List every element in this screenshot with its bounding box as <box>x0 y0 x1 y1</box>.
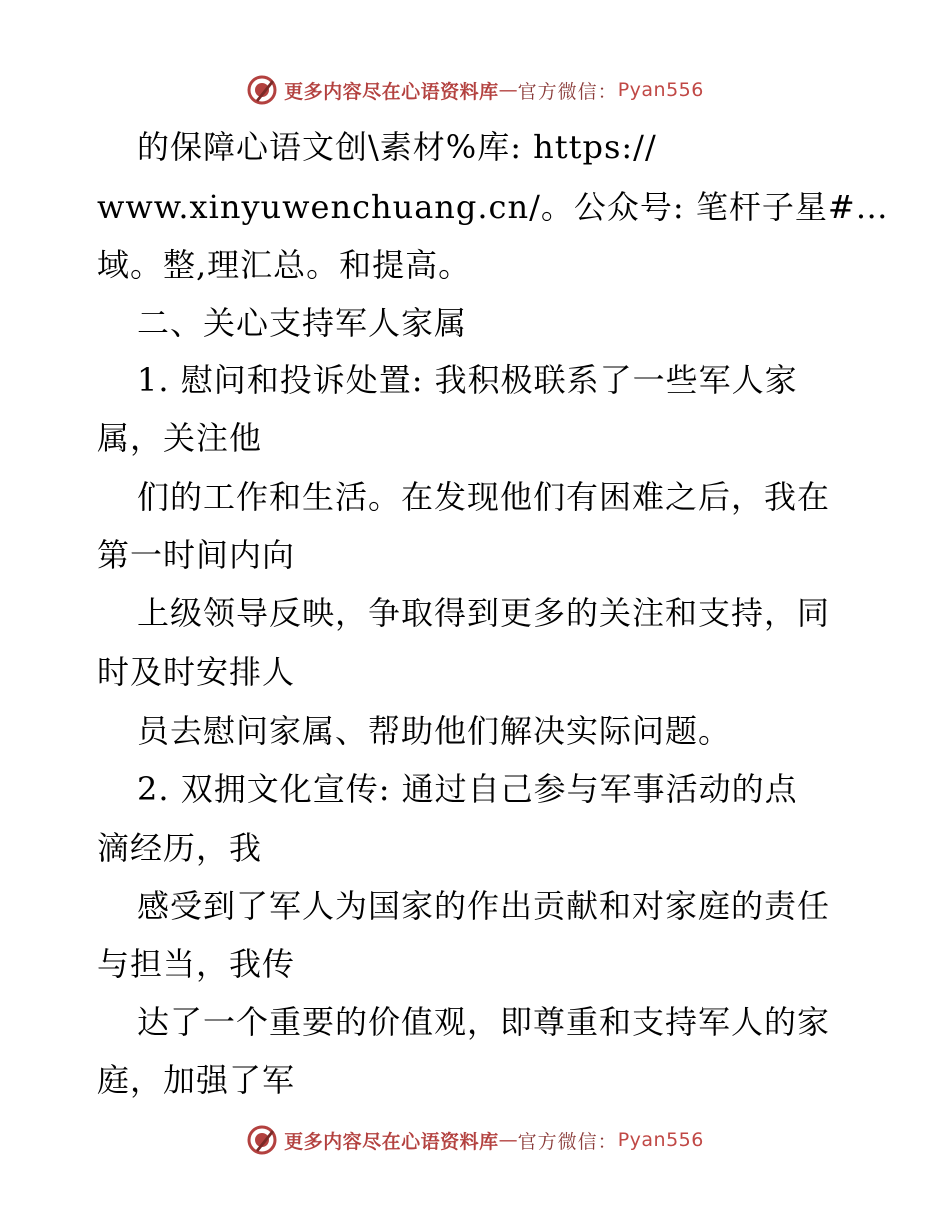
text-line-9: 上级领导反映，争取得到更多的关注和支持，同 <box>137 594 831 632</box>
text-line <box>137 477 830 517</box>
text-line-15: 与担当，我传 <box>97 945 296 983</box>
banner-dash: — <box>498 1129 518 1151</box>
text-line-6: 属，关注他 <box>97 419 263 457</box>
text-line <box>97 944 295 984</box>
text-line-7: 们的工作和生活。在发现他们有困难之后，我在 <box>137 478 831 516</box>
text-line <box>137 769 798 809</box>
text-line <box>97 535 295 575</box>
text-line <box>137 593 830 633</box>
text-line-1: 的保障心语文创\素材%库: https:// <box>137 128 657 166</box>
text-line <box>137 127 657 167</box>
banner-dash: — <box>498 79 518 101</box>
text-line <box>97 1060 295 1100</box>
text-line-16: 达了一个重要的价值观，即尊重和支持军人的家 <box>137 1003 831 1041</box>
text-line <box>137 711 731 751</box>
text-line <box>97 187 889 227</box>
footer-watermark-banner <box>0 1120 950 1160</box>
banner-prefix: 更多内容尽在心语资料库 <box>284 1130 499 1153</box>
banner-id: Pyan556 <box>617 79 704 101</box>
banner-suffix: 官方微信： <box>517 80 618 103</box>
text-line-2: www.xinyuwenchuang.cn/。公众号: 笔杆子星#… <box>97 188 889 226</box>
text-line-17: 庭，加强了军 <box>97 1061 296 1099</box>
text-line-12: 2. 双拥文化宣传: 通过自己参与军事活动的点 <box>137 770 798 808</box>
text-line-11: 员去慰问家属、帮助他们解决实际问题。 <box>137 712 732 750</box>
pen-logo-icon <box>246 74 278 106</box>
text-line <box>97 418 262 458</box>
banner-suffix: 官方微信： <box>517 1130 618 1153</box>
text-line-4: 二、关心支持军人家属 <box>137 304 468 342</box>
text-line <box>137 360 798 400</box>
text-line <box>97 652 295 692</box>
text-line-10: 时及时安排人 <box>97 653 296 691</box>
text-line-14: 感受到了军人为国家的作出贡献和对家庭的责任 <box>137 887 831 925</box>
text-line-3: 域。整,理汇总。和提高。 <box>97 246 472 284</box>
text-line-13: 滴经历，我 <box>97 829 263 867</box>
text-line <box>97 245 471 285</box>
banner-id: Pyan556 <box>617 1129 704 1151</box>
text-line-5: 1. 慰问和投诉处置: 我积极联系了一些军人家 <box>137 361 798 399</box>
header-watermark-banner <box>0 70 950 110</box>
text-line <box>97 828 262 868</box>
section-heading <box>137 303 467 343</box>
text-line-8: 第一时间内向 <box>97 536 296 574</box>
banner-prefix: 更多内容尽在心语资料库 <box>284 80 499 103</box>
pen-logo-icon <box>246 1124 278 1156</box>
text-line <box>137 1002 830 1042</box>
text-line <box>137 886 830 926</box>
